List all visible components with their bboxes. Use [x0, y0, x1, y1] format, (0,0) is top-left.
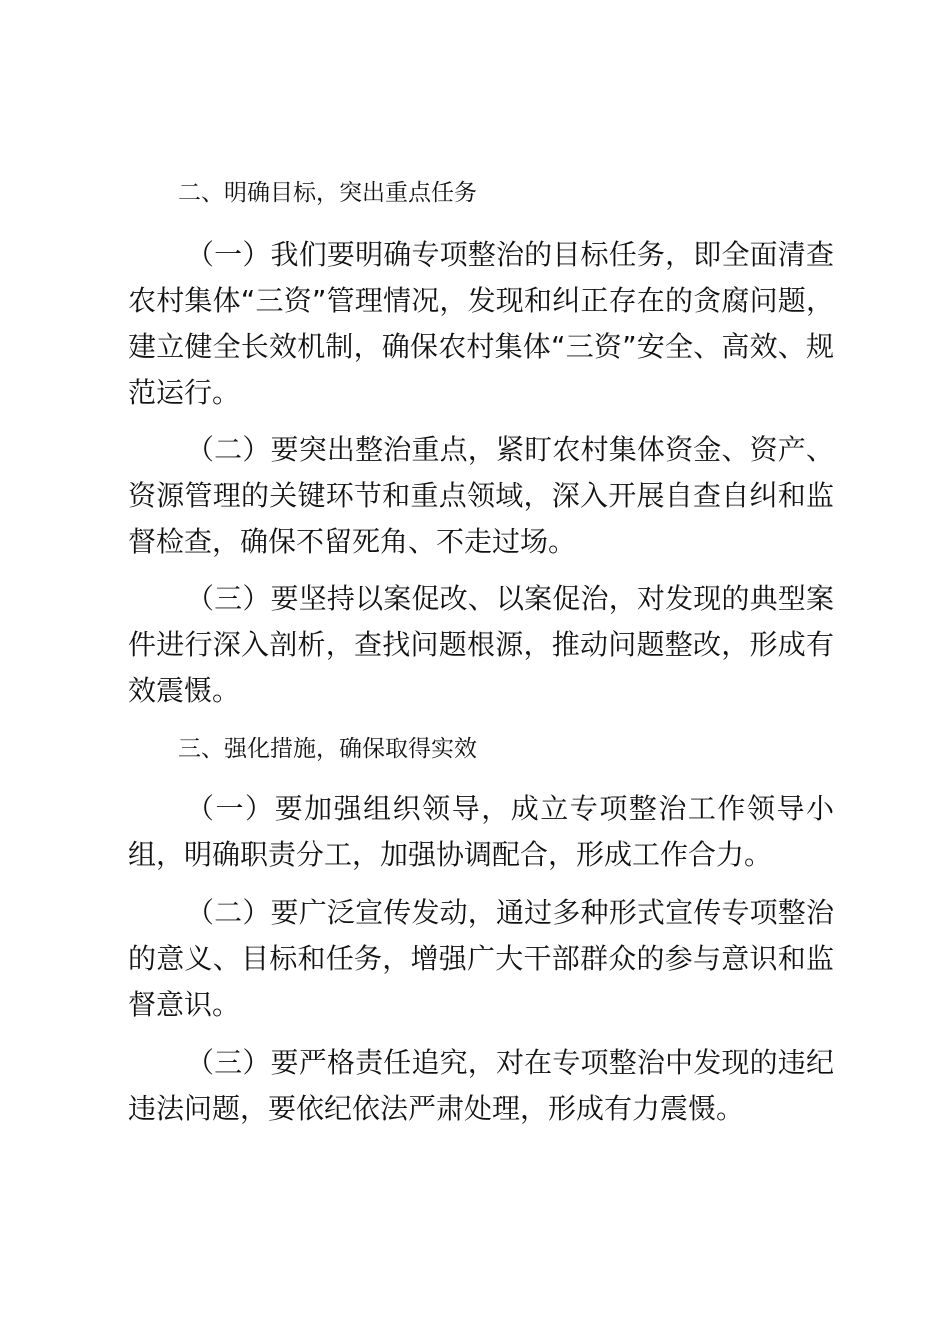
paragraph-measures-3: （三）要严格责任追究，对在专项整治中发现的违纪违法问题，要依纪依法严肃处理，形成有力震慑。	[128, 1046, 834, 1125]
paragraph-goals-1: （一）我们要明确专项整治的目标任务，即全面清查农村集体“三资”管理情况，发现和纠正存在的贪腐问题，建立健全长效机制，确保农村集体“三资”安全、高效、规范运行。	[128, 238, 834, 409]
paragraph-goals-2: （二）要突出整治重点，紧盯农村集体资金、资产、资源管理的关键环节和重点领域，深入开展自查自纠和监督检查，确保不留死角、不走过场。	[128, 433, 834, 558]
paragraph-measures-1: （一）要加强组织领导，成立专项整治工作领导小组，明确职责分工，加强协调配合，形成工作合力。	[128, 792, 834, 871]
paragraph-measures-2: （二）要广泛宣传发动，通过多种形式宣传专项整治的意义、目标和任务，增强广大干部群众的参与意识和监督意识。	[128, 896, 834, 1021]
section-heading-measures: 三、强化措施，确保取得实效	[178, 736, 477, 762]
section-heading-goals: 二、明确目标，突出重点任务	[178, 180, 477, 206]
paragraph-goals-3: （三）要坚持以案促改、以案促治，对发现的典型案件进行深入剖析，查找问题根源，推动问题整改，形成有效震慑。	[128, 582, 834, 707]
